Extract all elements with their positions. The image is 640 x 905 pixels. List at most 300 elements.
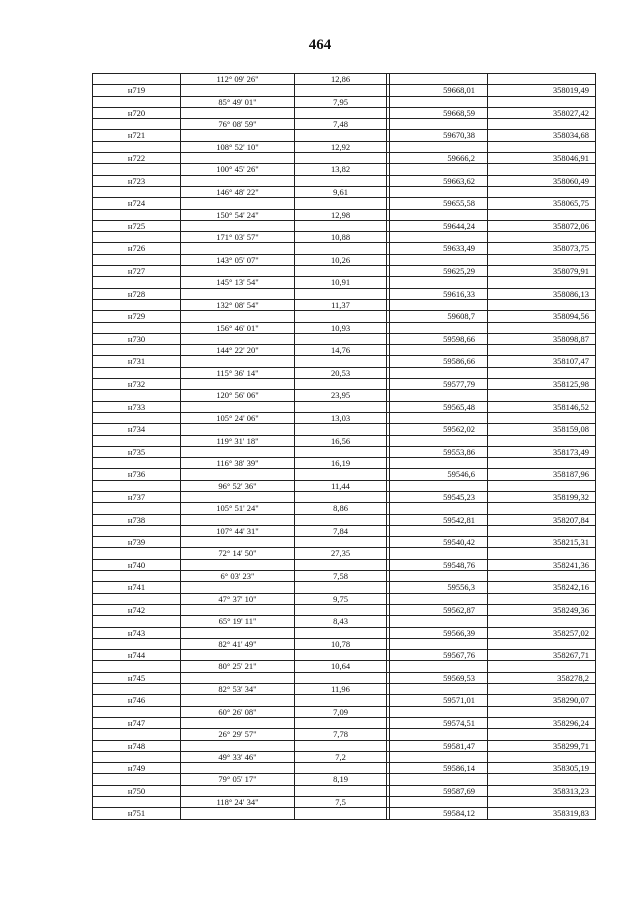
distance-cell-empty [295, 785, 387, 796]
x-coordinate: 59545,23 [390, 491, 488, 502]
y-cell-empty [488, 96, 596, 107]
y-cell-empty [488, 593, 596, 604]
segment-distance: 11,96 [295, 684, 387, 695]
segment-distance: 11,37 [295, 299, 387, 310]
point-name: н739 [93, 537, 181, 548]
segment-row [93, 774, 596, 785]
x-coordinate: 59633,49 [390, 243, 488, 254]
point-cell-empty [93, 661, 181, 672]
y-coordinate: 358125,98 [488, 379, 596, 390]
segment-angle: 26° 29' 57" [181, 729, 295, 740]
x-cell-empty [390, 254, 488, 265]
x-coordinate: 59567,76 [390, 650, 488, 661]
segment-angle: 6° 03' 23" [181, 571, 295, 582]
y-coordinate: 358019,49 [488, 85, 596, 96]
segment-distance: 9,61 [295, 186, 387, 197]
point-name: н730 [93, 333, 181, 344]
y-cell-empty [488, 119, 596, 130]
point-cell-empty [93, 277, 181, 288]
segment-row [93, 96, 596, 107]
point-cell-empty [93, 232, 181, 243]
x-cell-empty [390, 661, 488, 672]
x-cell-empty [390, 322, 488, 333]
point-cell-empty [93, 322, 181, 333]
point-cell-empty [93, 458, 181, 469]
segment-row [93, 299, 596, 310]
angle-cell-empty [181, 808, 295, 819]
y-coordinate: 358313,23 [488, 785, 596, 796]
segment-angle: 118° 24' 34" [181, 797, 295, 808]
segment-angle: 82° 53' 34" [181, 684, 295, 695]
x-coordinate: 59565,48 [390, 401, 488, 412]
distance-cell-empty [295, 604, 387, 615]
point-name: н736 [93, 469, 181, 480]
point-name: н734 [93, 424, 181, 435]
x-coordinate: 59546,6 [390, 469, 488, 480]
segment-row [93, 254, 596, 265]
point-row [93, 650, 596, 661]
segment-row [93, 706, 596, 717]
point-cell-empty [93, 390, 181, 401]
segment-distance: 12,92 [295, 141, 387, 152]
point-cell-empty [93, 774, 181, 785]
point-cell-empty [93, 186, 181, 197]
y-cell-empty [488, 480, 596, 491]
point-name: н750 [93, 785, 181, 796]
distance-cell-empty [295, 469, 387, 480]
point-name: н735 [93, 446, 181, 457]
y-coordinate: 358296,24 [488, 717, 596, 728]
point-row [93, 424, 596, 435]
point-name: н723 [93, 175, 181, 186]
distance-cell-empty [295, 514, 387, 525]
segment-distance: 9,75 [295, 593, 387, 604]
angle-cell-empty [181, 243, 295, 254]
segment-angle: 108° 52' 10" [181, 141, 295, 152]
segment-row [93, 616, 596, 627]
point-cell-empty [93, 435, 181, 446]
segment-distance: 7,2 [295, 751, 387, 762]
x-coordinate: 59598,66 [390, 333, 488, 344]
distance-cell-empty [295, 130, 387, 141]
segment-angle: 112° 09' 26" [181, 74, 295, 85]
segment-angle: 120° 56' 06" [181, 390, 295, 401]
point-row [93, 717, 596, 728]
segment-row [93, 638, 596, 649]
distance-cell-empty [295, 356, 387, 367]
angle-cell-empty [181, 627, 295, 638]
y-coordinate: 358199,32 [488, 491, 596, 502]
point-row [93, 582, 596, 593]
x-cell-empty [390, 277, 488, 288]
point-cell-empty [93, 141, 181, 152]
y-cell-empty [488, 751, 596, 762]
y-cell-empty [488, 322, 596, 333]
x-cell-empty [390, 458, 488, 469]
segment-angle: 107° 44' 31" [181, 525, 295, 536]
angle-cell-empty [181, 311, 295, 322]
y-cell-empty [488, 503, 596, 514]
point-row [93, 266, 596, 277]
x-cell-empty [390, 729, 488, 740]
y-cell-empty [488, 548, 596, 559]
segment-distance: 10,93 [295, 322, 387, 333]
segment-angle: 80° 25' 21" [181, 661, 295, 672]
point-cell-empty [93, 797, 181, 808]
segment-angle: 145° 13' 54" [181, 277, 295, 288]
segment-angle: 144° 22' 20" [181, 345, 295, 356]
x-coordinate: 59644,24 [390, 220, 488, 231]
point-row [93, 379, 596, 390]
angle-cell-empty [181, 266, 295, 277]
segment-angle: 49° 33' 46" [181, 751, 295, 762]
angle-cell-empty [181, 740, 295, 751]
segment-angle: 171° 03' 57" [181, 232, 295, 243]
y-cell-empty [488, 390, 596, 401]
point-row [93, 153, 596, 164]
y-cell-empty [488, 797, 596, 808]
y-coordinate: 358319,83 [488, 808, 596, 819]
point-row [93, 107, 596, 118]
point-row [93, 220, 596, 231]
segment-distance: 16,19 [295, 458, 387, 469]
x-coordinate: 59586,14 [390, 763, 488, 774]
point-name: н737 [93, 491, 181, 502]
angle-cell-empty [181, 717, 295, 728]
x-cell-empty [390, 435, 488, 446]
angle-cell-empty [181, 130, 295, 141]
point-cell-empty [93, 367, 181, 378]
y-coordinate: 358159,08 [488, 424, 596, 435]
point-row [93, 808, 596, 819]
angle-cell-empty [181, 198, 295, 209]
segment-angle: 119° 31' 18" [181, 435, 295, 446]
point-row [93, 401, 596, 412]
segment-angle: 82° 41' 49" [181, 638, 295, 649]
y-cell-empty [488, 729, 596, 740]
x-cell-empty [390, 119, 488, 130]
point-name: н727 [93, 266, 181, 277]
angle-cell-empty [181, 559, 295, 570]
segment-row [93, 503, 596, 514]
segment-row [93, 458, 596, 469]
y-cell-empty [488, 367, 596, 378]
segment-row [93, 164, 596, 175]
point-name: н733 [93, 401, 181, 412]
point-row [93, 763, 596, 774]
segment-angle: 146° 48' 22" [181, 186, 295, 197]
segment-row [93, 345, 596, 356]
point-name: н743 [93, 627, 181, 638]
segment-distance: 7,09 [295, 706, 387, 717]
segment-distance: 27,35 [295, 548, 387, 559]
y-cell-empty [488, 74, 596, 85]
segment-row [93, 277, 596, 288]
y-cell-empty [488, 616, 596, 627]
y-cell-empty [488, 706, 596, 717]
point-cell-empty [93, 345, 181, 356]
point-name: н728 [93, 288, 181, 299]
point-name: н722 [93, 153, 181, 164]
y-coordinate: 358187,96 [488, 469, 596, 480]
y-cell-empty [488, 435, 596, 446]
y-coordinate: 358072,06 [488, 220, 596, 231]
point-cell-empty [93, 571, 181, 582]
point-name: н721 [93, 130, 181, 141]
distance-cell-empty [295, 537, 387, 548]
distance-cell-empty [295, 311, 387, 322]
x-coordinate: 59542,81 [390, 514, 488, 525]
y-coordinate: 358278,2 [488, 672, 596, 683]
distance-cell-empty [295, 288, 387, 299]
point-name: н742 [93, 604, 181, 615]
point-row [93, 559, 596, 570]
point-name: н726 [93, 243, 181, 254]
x-coordinate: 59625,29 [390, 266, 488, 277]
y-coordinate: 358173,49 [488, 446, 596, 457]
point-row [93, 288, 596, 299]
angle-cell-empty [181, 604, 295, 615]
angle-cell-empty [181, 537, 295, 548]
point-cell-empty [93, 548, 181, 559]
point-row [93, 85, 596, 96]
point-cell-empty [93, 503, 181, 514]
x-cell-empty [390, 503, 488, 514]
segment-angle: 85° 49' 01" [181, 96, 295, 107]
y-coordinate: 358027,42 [488, 107, 596, 118]
segment-distance: 7,78 [295, 729, 387, 740]
segment-angle: 76° 08' 59" [181, 119, 295, 130]
y-coordinate: 358257,02 [488, 627, 596, 638]
segment-distance: 16,56 [295, 435, 387, 446]
x-coordinate: 59540,42 [390, 537, 488, 548]
x-cell-empty [390, 571, 488, 582]
segment-distance: 23,95 [295, 390, 387, 401]
distance-cell-empty [295, 198, 387, 209]
point-row [93, 695, 596, 706]
segment-row [93, 390, 596, 401]
point-cell-empty [93, 74, 181, 85]
segment-angle: 60° 26' 08" [181, 706, 295, 717]
segment-distance: 8,86 [295, 503, 387, 514]
y-cell-empty [488, 232, 596, 243]
segment-row [93, 367, 596, 378]
point-cell-empty [93, 706, 181, 717]
segment-row [93, 322, 596, 333]
segment-distance: 10,78 [295, 638, 387, 649]
x-cell-empty [390, 74, 488, 85]
point-row [93, 243, 596, 254]
segment-angle: 150° 54' 24" [181, 209, 295, 220]
angle-cell-empty [181, 401, 295, 412]
distance-cell-empty [295, 220, 387, 231]
y-cell-empty [488, 525, 596, 536]
segment-distance: 12,86 [295, 74, 387, 85]
segment-row [93, 661, 596, 672]
point-name: н732 [93, 379, 181, 390]
x-coordinate: 59655,58 [390, 198, 488, 209]
point-row [93, 604, 596, 615]
y-coordinate: 358107,47 [488, 356, 596, 367]
y-cell-empty [488, 412, 596, 423]
x-cell-empty [390, 593, 488, 604]
point-name: н731 [93, 356, 181, 367]
segment-row [93, 186, 596, 197]
point-name: н729 [93, 311, 181, 322]
angle-cell-empty [181, 288, 295, 299]
segment-row [93, 435, 596, 446]
y-coordinate: 358267,71 [488, 650, 596, 661]
angle-cell-empty [181, 695, 295, 706]
distance-cell-empty [295, 175, 387, 186]
x-cell-empty [390, 141, 488, 152]
y-coordinate: 358249,36 [488, 604, 596, 615]
y-coordinate: 358146,52 [488, 401, 596, 412]
angle-cell-empty [181, 424, 295, 435]
x-cell-empty [390, 797, 488, 808]
segment-distance: 12,98 [295, 209, 387, 220]
x-cell-empty [390, 412, 488, 423]
segment-row [93, 593, 596, 604]
point-name: н724 [93, 198, 181, 209]
x-coordinate: 59571,01 [390, 695, 488, 706]
point-name: н748 [93, 740, 181, 751]
point-cell-empty [93, 254, 181, 265]
angle-cell-empty [181, 379, 295, 390]
point-name: н749 [93, 763, 181, 774]
distance-cell-empty [295, 650, 387, 661]
segment-row [93, 797, 596, 808]
angle-cell-empty [181, 175, 295, 186]
x-coordinate: 59663,62 [390, 175, 488, 186]
y-coordinate: 358034,68 [488, 130, 596, 141]
point-row [93, 672, 596, 683]
y-cell-empty [488, 774, 596, 785]
segment-angle: 115° 36' 14" [181, 367, 295, 378]
segment-angle: 105° 51' 24" [181, 503, 295, 514]
segment-row [93, 729, 596, 740]
distance-cell-empty [295, 695, 387, 706]
x-coordinate: 59581,47 [390, 740, 488, 751]
y-coordinate: 358060,49 [488, 175, 596, 186]
x-coordinate: 59668,01 [390, 85, 488, 96]
distance-cell-empty [295, 424, 387, 435]
segment-distance: 8,43 [295, 616, 387, 627]
y-cell-empty [488, 345, 596, 356]
segment-angle: 72° 14' 50" [181, 548, 295, 559]
angle-cell-empty [181, 153, 295, 164]
distance-cell-empty [295, 559, 387, 570]
y-coordinate: 358242,16 [488, 582, 596, 593]
segment-angle: 79° 05' 17" [181, 774, 295, 785]
x-cell-empty [390, 525, 488, 536]
point-row [93, 130, 596, 141]
point-row [93, 740, 596, 751]
x-coordinate: 59670,38 [390, 130, 488, 141]
x-cell-empty [390, 548, 488, 559]
distance-cell-empty [295, 627, 387, 638]
coordinates-table-body [93, 74, 596, 820]
segment-angle: 100° 45' 26" [181, 164, 295, 175]
segment-angle: 105° 24' 06" [181, 412, 295, 423]
segment-row [93, 74, 596, 85]
point-name: н719 [93, 85, 181, 96]
point-row [93, 469, 596, 480]
x-coordinate: 59666,2 [390, 153, 488, 164]
point-cell-empty [93, 96, 181, 107]
segment-distance: 10,88 [295, 232, 387, 243]
x-cell-empty [390, 232, 488, 243]
x-cell-empty [390, 186, 488, 197]
distance-cell-empty [295, 491, 387, 502]
segment-distance: 10,91 [295, 277, 387, 288]
x-coordinate: 59548,76 [390, 559, 488, 570]
x-cell-empty [390, 96, 488, 107]
distance-cell-empty [295, 717, 387, 728]
y-cell-empty [488, 141, 596, 152]
point-row [93, 311, 596, 322]
distance-cell-empty [295, 379, 387, 390]
x-coordinate: 59577,79 [390, 379, 488, 390]
distance-cell-empty [295, 243, 387, 254]
point-cell-empty [93, 638, 181, 649]
x-cell-empty [390, 638, 488, 649]
point-cell-empty [93, 684, 181, 695]
segment-distance: 10,26 [295, 254, 387, 265]
x-coordinate: 59586,66 [390, 356, 488, 367]
point-row [93, 537, 596, 548]
x-coordinate: 59584,12 [390, 808, 488, 819]
point-name: н745 [93, 672, 181, 683]
point-cell-empty [93, 593, 181, 604]
y-cell-empty [488, 299, 596, 310]
angle-cell-empty [181, 650, 295, 661]
angle-cell-empty [181, 446, 295, 457]
y-coordinate: 358086,13 [488, 288, 596, 299]
point-cell-empty [93, 412, 181, 423]
x-cell-empty [390, 751, 488, 762]
distance-cell-empty [295, 808, 387, 819]
segment-distance: 8,19 [295, 774, 387, 785]
point-cell-empty [93, 209, 181, 220]
distance-cell-empty [295, 582, 387, 593]
segment-distance: 7,84 [295, 525, 387, 536]
segment-row [93, 209, 596, 220]
point-cell-empty [93, 616, 181, 627]
y-coordinate: 358207,84 [488, 514, 596, 525]
segment-row [93, 684, 596, 695]
point-name: н751 [93, 808, 181, 819]
x-coordinate: 59668,59 [390, 107, 488, 118]
segment-distance: 7,58 [295, 571, 387, 582]
x-coordinate: 59556,3 [390, 582, 488, 593]
segment-angle: 116° 38' 39" [181, 458, 295, 469]
segment-distance: 13,03 [295, 412, 387, 423]
segment-row [93, 751, 596, 762]
y-coordinate: 358046,91 [488, 153, 596, 164]
angle-cell-empty [181, 672, 295, 683]
y-cell-empty [488, 254, 596, 265]
x-cell-empty [390, 706, 488, 717]
segment-angle: 65° 19' 11" [181, 616, 295, 627]
distance-cell-empty [295, 266, 387, 277]
x-cell-empty [390, 684, 488, 695]
point-cell-empty [93, 299, 181, 310]
point-row [93, 175, 596, 186]
segment-row [93, 412, 596, 423]
angle-cell-empty [181, 469, 295, 480]
segment-distance: 20,53 [295, 367, 387, 378]
